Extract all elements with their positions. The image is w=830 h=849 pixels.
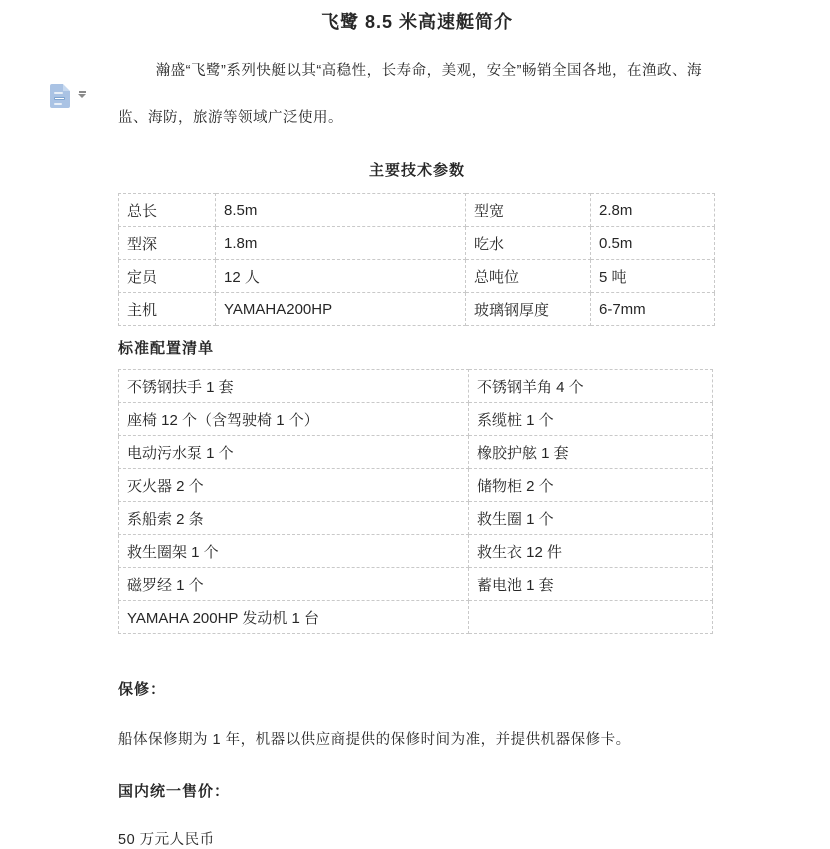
config-item-cell: 座椅 12 个（含驾驶椅 1 个） — [119, 403, 469, 436]
table-row — [119, 502, 713, 535]
table-row — [119, 403, 713, 436]
table-row — [119, 370, 713, 403]
config-item-cell: 救生圈架 1 个 — [119, 535, 469, 568]
config-item-cell: 橡胶护舷 1 套 — [469, 436, 713, 469]
config-item-cell: 系缆桩 1 个 — [469, 403, 713, 436]
config-heading: 标准配置清单 — [118, 340, 215, 357]
specs-table — [118, 193, 715, 326]
spec-label-cell: 玻璃钢厚度 — [466, 293, 591, 326]
warranty-text: 船体保修期为 1 年，机器以供应商提供的保修时间为准，并提供机器保修卡。 — [118, 732, 631, 748]
spec-label-cell: 总吨位 — [466, 260, 591, 293]
warranty-heading: 保修： — [118, 681, 167, 698]
table-row — [119, 469, 713, 502]
table-row — [119, 601, 713, 634]
config-table — [118, 369, 713, 634]
table-row — [119, 293, 715, 326]
spec-value-cell: 6-7mm — [591, 293, 715, 326]
price-value: 50 万元人民币 — [118, 832, 215, 848]
spec-value-cell: 5 吨 — [591, 260, 715, 293]
config-item-cell: 救生圈 1 个 — [469, 502, 713, 535]
spec-value-cell: YAMAHA200HP — [216, 293, 466, 326]
intro-paragraph: 瀚盛“飞鹭”系列快艇以其“高稳性，长寿命，美观，安全”畅销全国各地，在渔政、海监、海防，旅游等领域广泛使用。 — [118, 63, 702, 126]
document-content — [118, 0, 716, 849]
spec-value-cell: 0.5m — [591, 227, 715, 260]
config-item-cell: 系船索 2 条 — [119, 502, 469, 535]
spec-label-cell: 主机 — [119, 293, 216, 326]
spec-label-cell: 型宽 — [466, 194, 591, 227]
spec-label-cell: 定员 — [119, 260, 216, 293]
table-row — [119, 227, 715, 260]
paste-options-button[interactable] — [50, 84, 86, 108]
config-item-cell: 救生衣 12 件 — [469, 535, 713, 568]
specs-heading: 主要技术参数 — [368, 162, 465, 179]
table-row — [119, 260, 715, 293]
config-item-cell: 灭火器 2 个 — [119, 469, 469, 502]
table-row — [119, 436, 713, 469]
config-item-cell: 不锈钢扶手 1 套 — [119, 370, 469, 403]
config-item-cell: 储物柜 2 个 — [469, 469, 713, 502]
spec-label-cell: 总长 — [119, 194, 216, 227]
page-title: 飞鹭 8.5 米高速艇简介 — [320, 12, 514, 32]
config-item-cell: 不锈钢羊角 4 个 — [469, 370, 713, 403]
config-item-cell: 磁罗经 1 个 — [119, 568, 469, 601]
config-item-cell: YAMAHA 200HP 发动机 1 台 — [119, 601, 469, 634]
config-item-cell: 电动污水泵 1 个 — [119, 436, 469, 469]
config-item-cell — [469, 601, 713, 634]
spec-value-cell: 1.8m — [216, 227, 466, 260]
config-item-cell: 蓄电池 1 套 — [469, 568, 713, 601]
spec-value-cell: 12 人 — [216, 260, 466, 293]
table-row — [119, 194, 715, 227]
spec-value-cell: 8.5m — [216, 194, 466, 227]
spec-value-cell: 2.8m — [591, 194, 715, 227]
paste-options-icon — [50, 84, 70, 108]
chevron-down-icon[interactable] — [78, 91, 86, 98]
table-row — [119, 535, 713, 568]
spec-label-cell: 型深 — [119, 227, 216, 260]
table-row — [119, 568, 713, 601]
spec-label-cell: 吃水 — [466, 227, 591, 260]
price-heading: 国内统一售价： — [118, 783, 231, 800]
